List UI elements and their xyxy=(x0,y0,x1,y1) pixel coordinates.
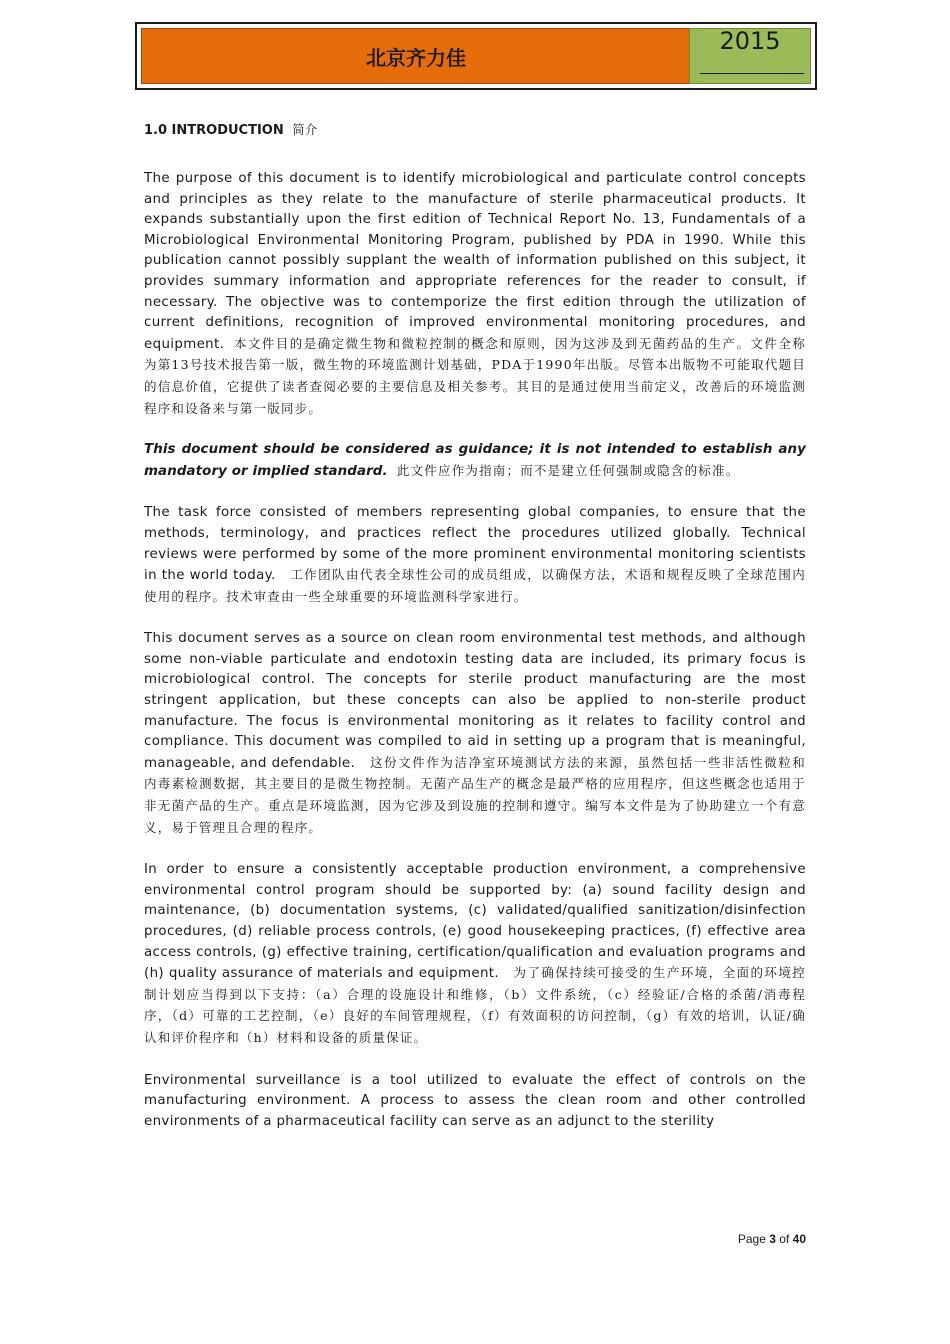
paragraph-guidance-zh: 此文件应作为指南；而不是建立任何强制或隐含的标准。 xyxy=(396,462,740,478)
page-label: Page xyxy=(737,1232,766,1246)
paragraph-task-force-zh: 工作团队由代表全球性公司的成员组成，以确保方法，术语和规程反映了全球范围内使用的程序。技术审查由一些全球重要的环境监测科学家进行。 xyxy=(144,567,806,604)
document-body xyxy=(144,120,806,1132)
section-heading xyxy=(144,120,806,141)
paragraph-surveillance-en: Environmental surveillance is a tool utilized to evaluate the effect of controls on the manufacturing environment. A process to assess the clean room and other controlled environments of a pharmaceutical facility can serve as an adjunct to the sterility xyxy=(144,1072,806,1129)
page-current: 3 xyxy=(769,1232,776,1246)
paragraph-scope-en: This document serves as a source on clean room environmental test methods, and although some non-viable particulate and endotoxin testing data are included, its primary focus is microbiological control. The concepts for sterile product manufacturing are the most stringent application, but these concepts can also be applied to non-sterile product manufacture. The focus is environmental monitoring as it relates to facility control and compliance. This document was compiled to aid in setting up a program that is meaningful, manageable, and defendable. xyxy=(144,631,806,771)
paragraph-guidance-en: This document should be considered as guidance; it is not intended to establish any mandatory or implied standard. xyxy=(144,442,806,479)
paragraph-task-force-en: The task force consisted of members representing global companies, to ensure that the methods, terminology, and practices reflect the procedures utilized globally. Technical reviews were performed by some of the more prominent environmental monitoring scientists in the world today. xyxy=(144,505,806,584)
section-title: 1.0 INTRODUCTION xyxy=(144,123,284,138)
paragraph-guidance xyxy=(144,440,806,482)
page-of: of xyxy=(779,1232,790,1246)
paragraph-purpose-zh: 本文件目的是确定微生物和微粒控制的概念和原则，因为这涉及到无菌药品的生产。文件全称为第13号技术报告第一版，微生物的环境监测计划基础，PDA于1990年出版。尽管本出版物不可能取代题目的信息价值，它提供了读者查阅必要的主要信息及相关参考。其目的是通过使用当前定义，改善后的环境监测程序和设备来与第一版同步。 xyxy=(144,335,806,416)
paragraph-surveillance xyxy=(144,1071,806,1133)
page-number xyxy=(738,1232,806,1246)
company-banner xyxy=(141,28,691,84)
company-name: 北京齐力佳 xyxy=(366,45,466,70)
year-box xyxy=(689,28,811,84)
paragraph-control-program-zh: 为了确保持续可接受的生产环境，全面的环境控制计划应当得到以下支持：（a）合理的设施设计和维修，（b）文件系统，（c）经验证/合格的杀菌/消毒程序，（d）可靠的工艺控制，（e）良好的车间管理规程，（f）有效面积的访问控制，（g）有效的培训，认证/确认和评价程序和（h）材料和设备的质量保证。 xyxy=(144,965,807,1045)
paragraph-purpose-en: The purpose of this document is to identify microbiological and particulate control concepts and principles as they relate to the manufacture of sterile pharmaceutical products. It expands substantially upon the first edition of Technical Report No. 13, Fundamentals of a Microbiological Environmental Monitoring Program, published by PDA in 1990. While this publication cannot possibly supplant the wealth of information published on this subject, it provides summary information and appropriate references for the reader to consult, if necessary. The objective was to contemporize the first edition through the utilization of current definitions, recognition of improved environmental monitoring procedures, and equipment. xyxy=(144,171,806,352)
paragraph-purpose xyxy=(144,169,806,420)
header-year: 2015 xyxy=(719,27,781,55)
section-title-zh: 简介 xyxy=(292,122,318,137)
paragraph-control-program xyxy=(144,860,806,1049)
page-total: 40 xyxy=(792,1232,806,1246)
paragraph-control-program-en: In order to ensure a consistently acceptable production environment, a comprehensive environmental control program should be supported by: (a) sound facility design and maintenance, (b) documentation systems, (c) validated/qualified sanitization/disinfection procedures, (d) reliable process controls, (e) good housekeeping practices, (f) effective area access controls, (g) effective training, certification/qualification and evaluation programs and (h) quality assurance of materials and equipment. xyxy=(144,862,806,982)
page-header xyxy=(135,22,817,90)
paragraph-task-force xyxy=(144,503,806,608)
paragraph-scope-zh: 这份文件作为洁净室环境测试方法的来源，虽然包括一些非活性微粒和内毒素检测数据，其主要目的是微生物控制。无菌产品生产的概念是最严格的应用程序，但这些概念也适用于非无菌产品的生产。重点是环境监测，因为它涉及到设施的控制和遵守。编写本文件是为了协助建立一个有意义，易于管理且合理的程序。 xyxy=(144,754,807,835)
paragraph-scope xyxy=(144,629,806,839)
year-underline xyxy=(700,73,804,74)
